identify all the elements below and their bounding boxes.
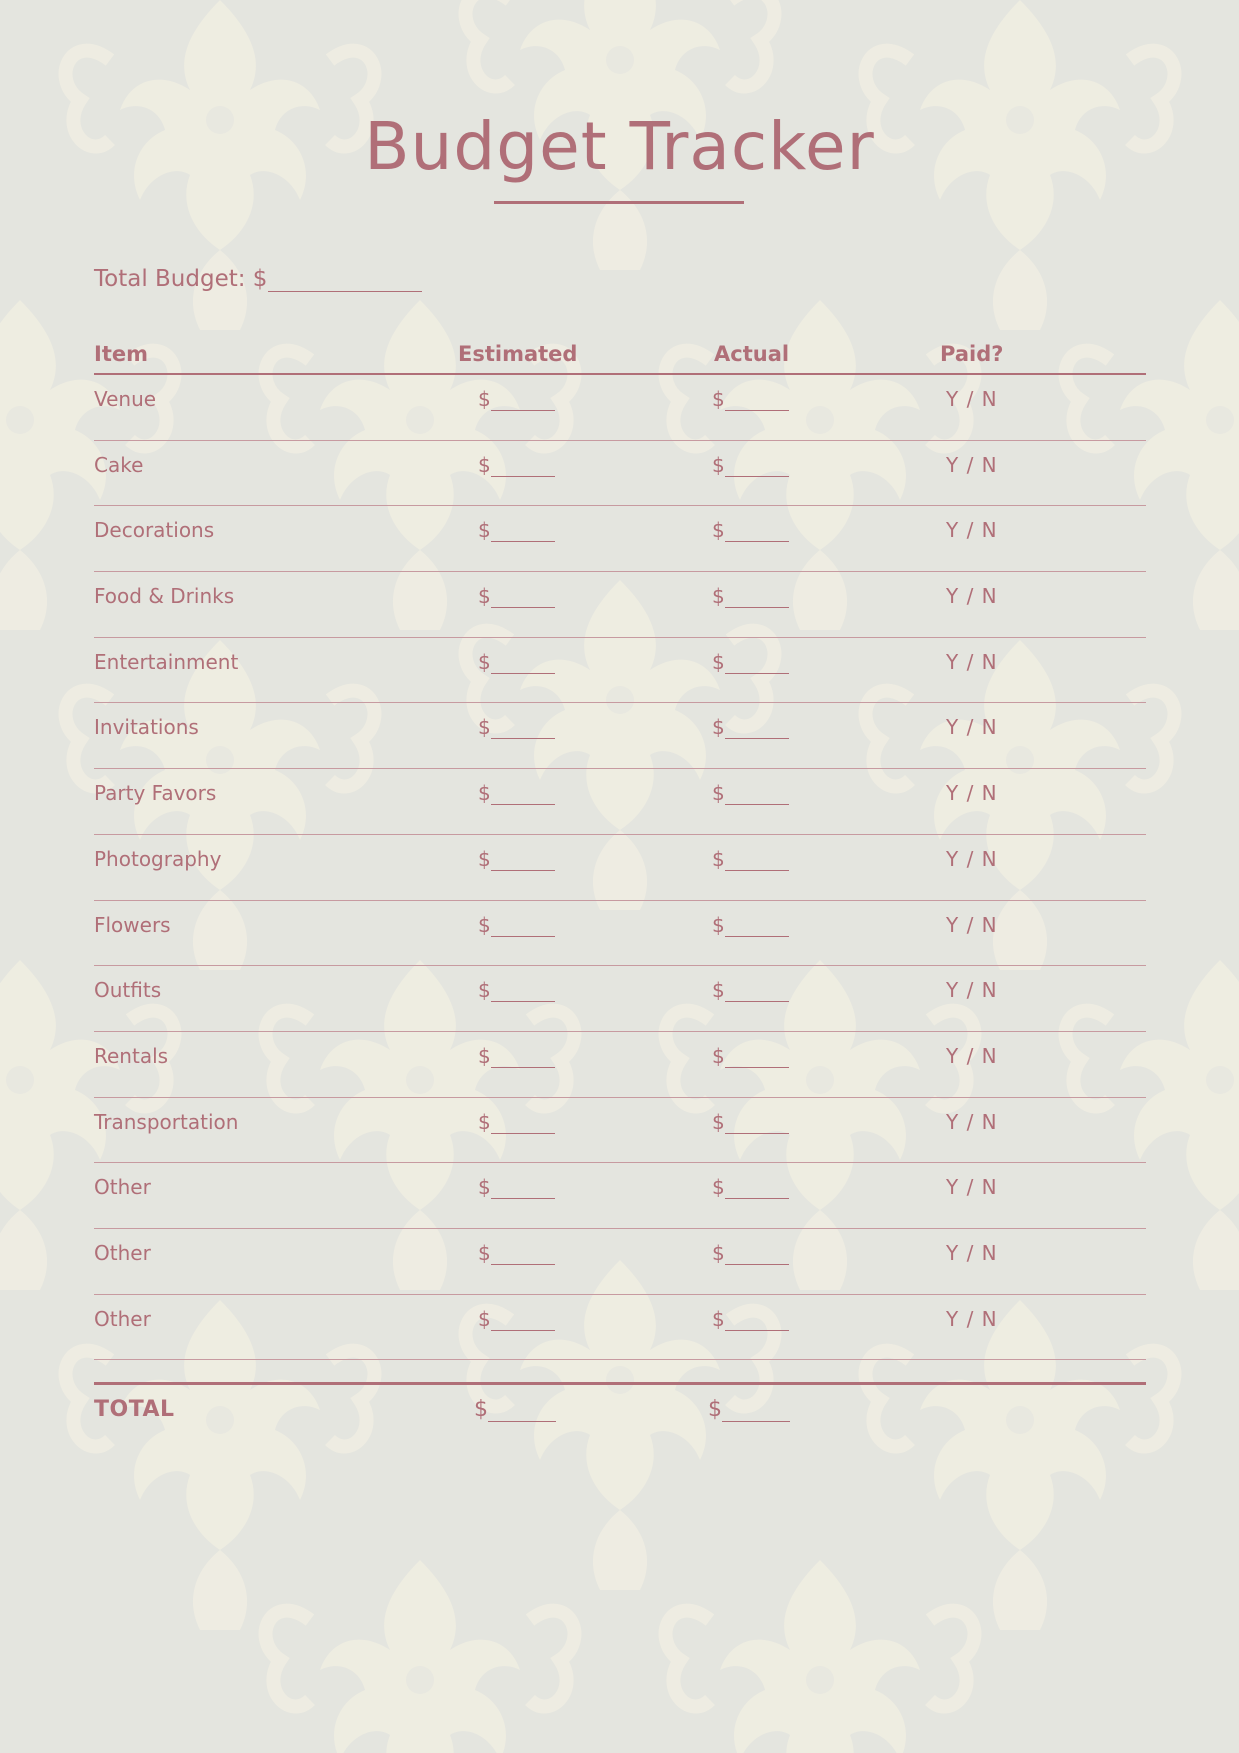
table-row — [94, 703, 1146, 769]
row-item-label: Rentals — [94, 1043, 169, 1068]
currency-symbol: $ — [478, 452, 491, 477]
currency-symbol: $ — [712, 452, 725, 477]
table-row — [94, 1229, 1146, 1295]
currency-symbol: $ — [478, 846, 491, 871]
row-actual-field[interactable] — [712, 453, 862, 477]
blank-line — [491, 588, 555, 608]
title-underline — [494, 201, 744, 204]
currency-symbol: $ — [478, 387, 491, 411]
total-actual[interactable] — [708, 1397, 858, 1422]
row-actual-field[interactable] — [712, 847, 862, 871]
blank-line — [491, 391, 555, 411]
row-actual-field[interactable] — [712, 584, 862, 608]
currency-symbol: $ — [708, 1397, 722, 1423]
currency-symbol: $ — [478, 1109, 491, 1134]
table-row — [94, 1098, 1146, 1164]
blank-line — [725, 1048, 789, 1068]
row-estimated-field[interactable] — [478, 913, 628, 937]
row-actual-field[interactable] — [712, 1110, 862, 1134]
row-estimated-field[interactable] — [478, 453, 628, 477]
blank-line — [725, 1245, 789, 1265]
row-item-label: Flowers — [94, 912, 171, 937]
currency-symbol: $ — [712, 584, 725, 609]
table-row — [94, 375, 1146, 441]
currency-symbol: $ — [478, 715, 491, 740]
total-budget-label: Total Budget: $ — [94, 266, 268, 292]
row-actual-field[interactable] — [712, 1044, 862, 1068]
row-item-label: Other — [94, 1175, 151, 1200]
blank-line — [725, 391, 789, 411]
row-paid-options[interactable]: Y / N — [946, 1175, 998, 1200]
row-item-label: Transportation — [94, 1109, 239, 1134]
row-item-label: Other — [94, 1306, 151, 1331]
blank-line — [491, 1048, 555, 1068]
row-estimated-field[interactable] — [478, 1307, 628, 1331]
blank-line — [491, 785, 555, 805]
blank-line — [725, 785, 789, 805]
table-body — [94, 375, 1146, 1360]
blank-line — [725, 851, 789, 871]
currency-symbol: $ — [478, 518, 491, 543]
blank-line — [491, 1245, 555, 1265]
row-actual-field[interactable] — [712, 913, 862, 937]
header-paid: Paid? — [940, 342, 1004, 366]
table-row — [94, 638, 1146, 704]
currency-symbol: $ — [712, 978, 725, 1003]
row-paid-options[interactable]: Y / N — [946, 978, 998, 1003]
currency-symbol: $ — [712, 1240, 725, 1265]
row-paid-options[interactable]: Y / N — [946, 452, 998, 477]
row-item-label: Cake — [94, 452, 144, 477]
row-estimated-field[interactable] — [478, 715, 628, 739]
row-actual-field[interactable] — [712, 387, 862, 411]
table-row — [94, 1295, 1146, 1361]
table-row — [94, 572, 1146, 638]
total-label: TOTAL — [94, 1397, 175, 1423]
row-item-label: Party Favors — [94, 781, 217, 806]
blank-line — [725, 522, 789, 542]
row-estimated-field[interactable] — [478, 847, 628, 871]
blank-line — [491, 982, 555, 1002]
total-budget-blank[interactable] — [268, 268, 422, 292]
currency-symbol: $ — [478, 649, 491, 674]
row-item-label: Decorations — [94, 518, 215, 543]
currency-symbol: $ — [712, 912, 725, 937]
table-row — [94, 966, 1146, 1032]
blank-line — [491, 917, 555, 937]
currency-symbol: $ — [478, 1043, 491, 1068]
total-row — [94, 1382, 1146, 1442]
blank-line — [491, 457, 555, 477]
currency-symbol: $ — [478, 1175, 491, 1200]
row-actual-field[interactable] — [712, 650, 862, 674]
row-paid-options[interactable]: Y / N — [946, 1109, 998, 1134]
page-title: Budget Tracker — [364, 108, 875, 185]
table-row — [94, 769, 1146, 835]
currency-symbol: $ — [478, 978, 491, 1003]
row-paid-options[interactable]: Y / N — [946, 387, 998, 411]
table-row — [94, 901, 1146, 967]
row-paid-options[interactable]: Y / N — [946, 1306, 998, 1331]
currency-symbol: $ — [712, 1175, 725, 1200]
blank-line — [491, 851, 555, 871]
currency-symbol: $ — [478, 1306, 491, 1331]
row-paid-options[interactable]: Y / N — [946, 912, 998, 937]
table-row — [94, 835, 1146, 901]
currency-symbol: $ — [712, 518, 725, 543]
row-actual-field[interactable] — [712, 978, 862, 1002]
blank-line — [488, 1400, 556, 1422]
row-item-label: Food & Drinks — [94, 584, 235, 609]
row-paid-options[interactable]: Y / N — [946, 1043, 998, 1068]
row-paid-options[interactable]: Y / N — [946, 649, 998, 674]
currency-symbol: $ — [474, 1397, 488, 1423]
blank-line — [491, 654, 555, 674]
header-actual: Actual — [714, 342, 790, 366]
row-item-label: Entertainment — [94, 649, 239, 674]
row-estimated-field[interactable] — [478, 1241, 628, 1265]
blank-line — [725, 917, 789, 937]
blank-line — [725, 457, 789, 477]
blank-line — [491, 719, 555, 739]
row-estimated-field[interactable] — [478, 387, 628, 411]
row-actual-field[interactable] — [712, 781, 862, 805]
row-estimated-field[interactable] — [478, 1110, 628, 1134]
blank-line — [725, 982, 789, 1002]
row-paid-options[interactable]: Y / N — [946, 846, 998, 871]
row-paid-options[interactable]: Y / N — [946, 518, 998, 543]
currency-symbol: $ — [712, 715, 725, 740]
blank-line — [491, 522, 555, 542]
row-item-label: Outfits — [94, 978, 162, 1003]
row-paid-options[interactable]: Y / N — [946, 781, 998, 806]
blank-line — [491, 1179, 555, 1199]
total-budget-field — [94, 266, 422, 292]
row-item-label: Other — [94, 1240, 151, 1265]
row-paid-options[interactable]: Y / N — [946, 1240, 998, 1265]
currency-symbol: $ — [478, 781, 491, 806]
currency-symbol: $ — [712, 1109, 725, 1134]
blank-line — [725, 1179, 789, 1199]
total-estimated[interactable] — [474, 1397, 624, 1422]
row-estimated-field[interactable] — [478, 650, 628, 674]
blank-line — [725, 1311, 789, 1331]
currency-symbol: $ — [478, 584, 491, 609]
row-actual-field[interactable] — [712, 1175, 862, 1199]
row-actual-field[interactable] — [712, 518, 862, 542]
row-paid-options[interactable]: Y / N — [946, 584, 998, 609]
table-header — [94, 340, 1146, 375]
currency-symbol: $ — [712, 1306, 725, 1331]
row-actual-field[interactable] — [712, 715, 862, 739]
currency-symbol: $ — [478, 1240, 491, 1265]
blank-line — [725, 654, 789, 674]
blank-line — [725, 1114, 789, 1134]
table-row — [94, 1163, 1146, 1229]
row-actual-field[interactable] — [712, 1241, 862, 1265]
currency-symbol: $ — [478, 912, 491, 937]
row-item-label: Photography — [94, 846, 222, 871]
table-row — [94, 1032, 1146, 1098]
row-estimated-field[interactable] — [478, 978, 628, 1002]
blank-line — [491, 1114, 555, 1134]
header-item: Item — [94, 342, 148, 366]
row-estimated-field[interactable] — [478, 1044, 628, 1068]
currency-symbol: $ — [712, 387, 725, 411]
currency-symbol: $ — [712, 649, 725, 674]
blank-line — [725, 719, 789, 739]
row-estimated-field[interactable] — [478, 1175, 628, 1199]
header-estimated: Estimated — [458, 342, 578, 366]
row-paid-options[interactable]: Y / N — [946, 715, 998, 740]
currency-symbol: $ — [712, 781, 725, 806]
budget-table — [94, 340, 1146, 1442]
currency-symbol: $ — [712, 846, 725, 871]
row-actual-field[interactable] — [712, 1307, 862, 1331]
table-row — [94, 506, 1146, 572]
row-item-label: Venue — [94, 387, 157, 411]
row-estimated-field[interactable] — [478, 781, 628, 805]
row-estimated-field[interactable] — [478, 584, 628, 608]
table-row — [94, 441, 1146, 507]
blank-line — [491, 1311, 555, 1331]
blank-line — [725, 588, 789, 608]
blank-line — [722, 1400, 790, 1422]
currency-symbol: $ — [712, 1043, 725, 1068]
row-item-label: Invitations — [94, 715, 199, 740]
row-estimated-field[interactable] — [478, 518, 628, 542]
